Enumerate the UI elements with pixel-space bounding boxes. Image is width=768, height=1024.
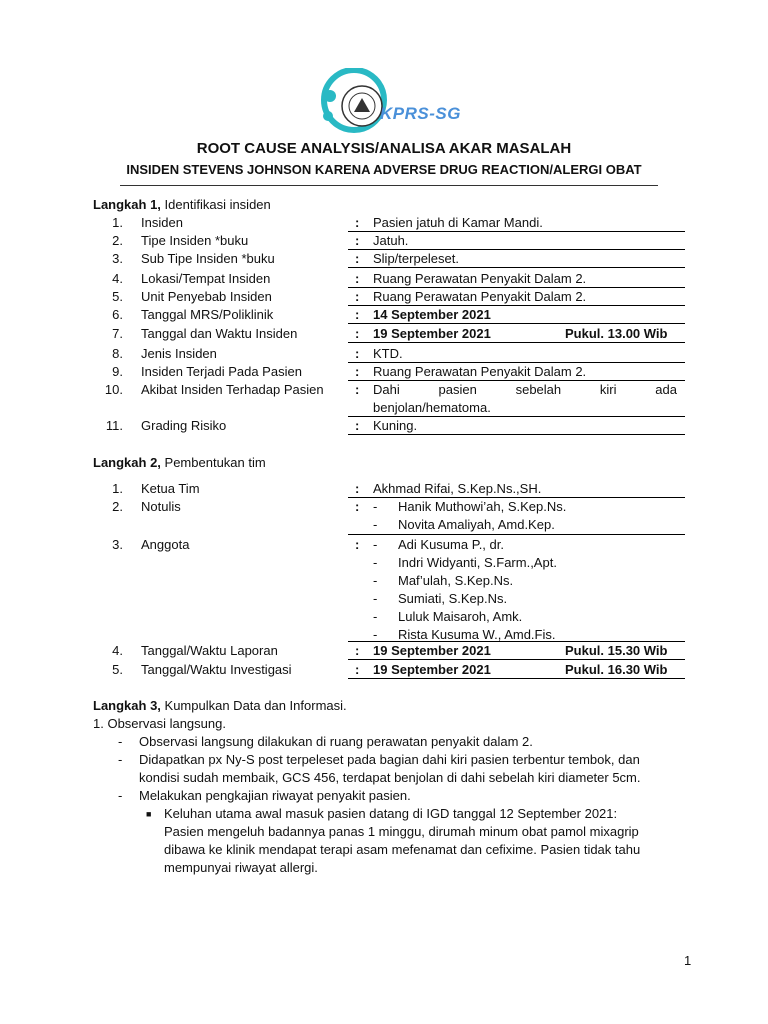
step3-bullet-cont: kondisi sudah membaik, GCS 456, terdapat benjolan di dahi sebelah kiri diameter 5cm. (139, 770, 641, 785)
step3-bullet: Melakukan pengkajian riwayat penyakit pasien. (139, 788, 411, 803)
step3-sub: Keluhan utama awal masuk pasien datang di IGD tanggal 12 September 2021: (164, 806, 618, 821)
anggota-member: Adi Kusuma P., dr. (398, 537, 504, 552)
step3-item-1: 1. Observasi langsung. (93, 716, 226, 731)
notulis-member: Hanik Muthowi’ah, S.Kep.Ns. (398, 499, 567, 514)
step1-heading: Langkah 1, Identifikasi insiden (93, 197, 271, 212)
step2-heading: Langkah 2, Pembentukan tim (93, 455, 266, 470)
anggota-member: Sumiati, S.Kep.Ns. (398, 591, 508, 606)
page-number: 1 (684, 953, 692, 968)
anggota-member: Indri Widyanti, S.Farm.,Apt. (398, 555, 557, 570)
step3-bullet: Observasi langsung dilakukan di ruang perawatan penyakit dalam 2. (139, 734, 533, 749)
step3-sub: dibawa ke klinik mendapat terapi asam mefenamat dan cefixime. Pasien tidak tahu (164, 842, 641, 857)
step3-sub: mempunyai riwayat allergi. (164, 860, 318, 875)
step3-sub: Pasien mengeluh badannya panas 1 minggu, dirumah minum obat pamol mixagrip (164, 824, 639, 839)
logo-text: KPRS-SG (380, 104, 461, 123)
step3-heading: Langkah 3, Kumpulkan Data dan Informasi. (93, 698, 347, 713)
notulis-member: Novita Amaliyah, Amd.Kep. (398, 517, 555, 532)
anggota-member: Luluk Maisaroh, Amk. (398, 609, 523, 624)
anggota-member: Rista Kusuma W., Amd.Fis. (398, 627, 556, 642)
kprs-sg-logo (316, 68, 476, 142)
title-divider (120, 185, 658, 186)
square-bullet-icon: ■ (146, 809, 152, 819)
step3-bullet: Didapatkan px Ny-S post terpeleset pada bagian dahi kiri pasien terbentur tembok, dan (139, 752, 640, 767)
anggota-member: Maf’ulah, S.Kep.Ns. (398, 573, 514, 588)
page-title: ROOT CAUSE ANALYSIS/ANALISA AKAR MASALAH (196, 140, 572, 157)
page-subtitle: INSIDEN STEVENS JOHNSON KARENA ADVERSE DRUG REACTION/ALERGI OBAT (126, 162, 642, 177)
